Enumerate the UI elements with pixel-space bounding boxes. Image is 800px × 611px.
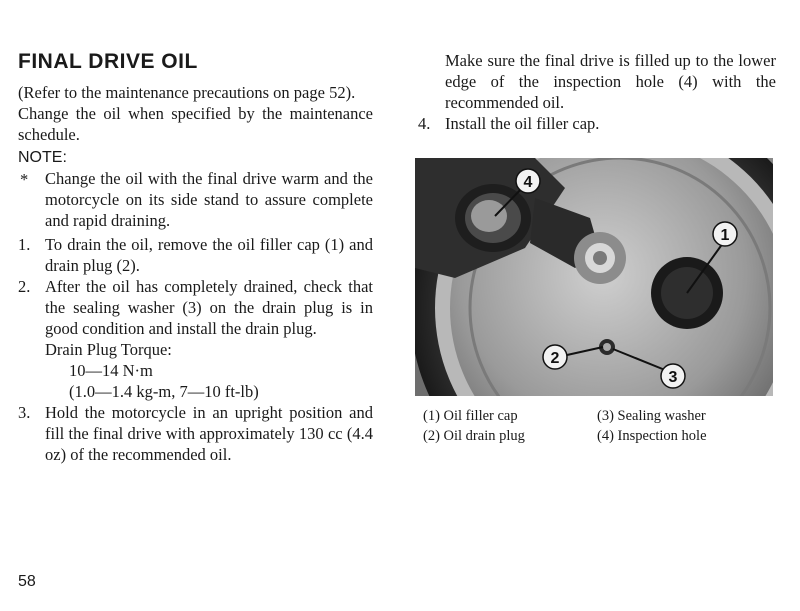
- final-drive-photo: [415, 158, 773, 396]
- callout-1: [713, 222, 737, 246]
- caption-oil-drain-plug: (2) Oil drain plug: [423, 428, 525, 444]
- caption-sealing-washer: (3) Sealing washer: [597, 408, 706, 424]
- continued-text: Make sure the final drive is filled up to the lower edge of the inspection hole (4) with the recommended oil.: [445, 51, 776, 112]
- section-title: FINAL DRIVE OIL: [18, 50, 198, 73]
- right-column: [418, 50, 776, 134]
- page-number: 58: [18, 573, 36, 590]
- final-drive-illustration: [415, 158, 773, 396]
- intro-paragraph: (Refer to the maintenance precautions on page 52).: [18, 83, 356, 102]
- step-3-text: Hold the motorcycle in an upright position and fill the final drive with approximately 130 cc (4.4 oz) of the recommended oil.: [45, 403, 373, 464]
- left-column: [18, 50, 373, 465]
- torque-value: 10—14 N·m: [69, 361, 153, 380]
- svg-text:4: 4: [523, 174, 533, 191]
- svg-text:1: 1: [720, 227, 730, 244]
- step-2-text: After the oil has completely drained, check that the sealing washer (3) on the drain plug is in good condition and install the drain plug.: [45, 277, 373, 338]
- step-1: [18, 234, 373, 276]
- caption-oil-filler-cap: (1) Oil filler cap: [423, 408, 518, 424]
- step-1-number: 1.: [18, 235, 31, 254]
- callout-2: [543, 345, 567, 369]
- change-paragraph: Change the oil when specified by the maintenance schedule.: [18, 104, 373, 144]
- step-3-number: 3.: [18, 403, 31, 422]
- step-3: [18, 402, 373, 465]
- svg-text:2: 2: [550, 350, 560, 367]
- torque-alt-value: (1.0—1.4 kg-m, 7—10 ft-lb): [69, 382, 259, 401]
- note-text: Change the oil with the final drive warm and the motorcycle on its side stand to assure complete and rapid draining.: [45, 169, 373, 230]
- step-2: [18, 276, 373, 402]
- continued-paragraph: [418, 50, 776, 113]
- step-1-text: To drain the oil, remove the oil filler cap (1) and drain plug (2).: [45, 235, 373, 275]
- note-bullet: *: [20, 170, 29, 189]
- note-item: [18, 168, 373, 231]
- caption-inspection-hole: (4) Inspection hole: [597, 428, 707, 444]
- svg-text:3: 3: [668, 369, 678, 386]
- step-2-number: 2.: [18, 277, 31, 296]
- callout-4: [516, 169, 540, 193]
- step-4-number: 4.: [418, 114, 431, 133]
- torque-label: Drain Plug Torque:: [45, 340, 172, 359]
- note-label: NOTE:: [18, 149, 67, 166]
- step-4-text: Install the oil filler cap.: [445, 114, 600, 133]
- step-4: [418, 113, 776, 134]
- callout-3: [661, 364, 685, 388]
